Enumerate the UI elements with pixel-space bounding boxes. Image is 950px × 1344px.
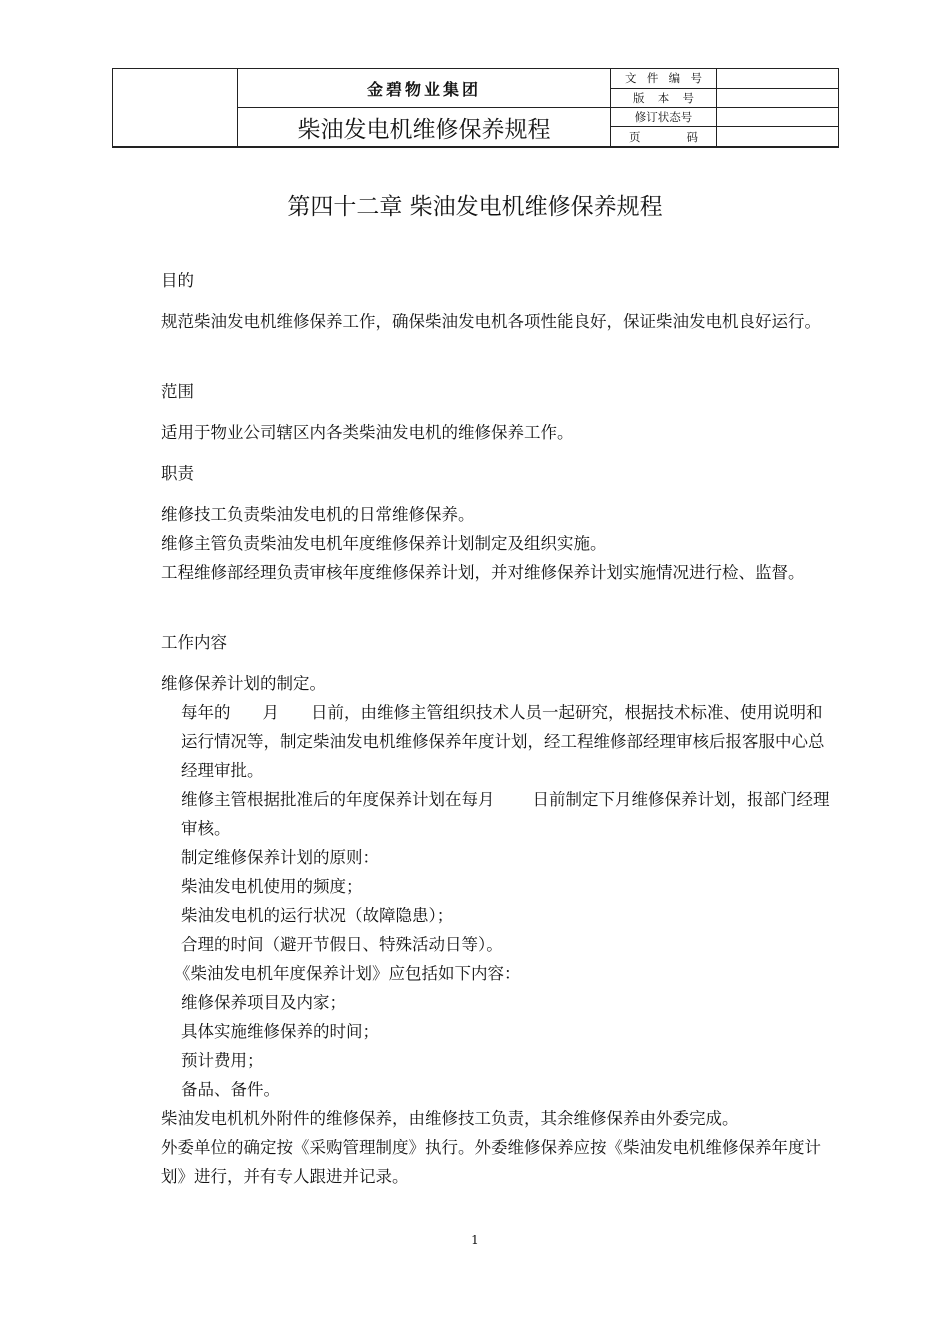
principle-heading: 制定维修保养计划的原则： xyxy=(181,848,379,867)
duty-item-1: 维修技工负责柴油发电机的日常维修保养。 xyxy=(161,505,475,524)
scope-text: 适用于物业公司辖区内各类柴油发电机的维修保养工作。 xyxy=(161,423,574,442)
plan-item-2-part-b: 日前制定下月维修保养计划，报部门经理审核。 xyxy=(181,790,830,838)
work-heading: 工作内容 xyxy=(161,633,227,652)
field-label-file-number: 文 件 编 号 xyxy=(611,69,717,89)
chapter-title: 第四十二章 柴油发电机维修保养规程 xyxy=(287,194,663,220)
purpose-text: 规范柴油发电机维修保养工作，确保柴油发电机各项性能良好，保证柴油发电机良好运行。 xyxy=(161,312,821,331)
purpose-heading: 目的 xyxy=(161,271,194,290)
plan-item-1-part-b: 月 xyxy=(262,703,279,722)
plan-item-1-part-c: 日前，由维修主管组织技术人员一起研究，根据技术标准、使用说明和运行情况等，制定柴油发电机维修保养年度计划，经工程维修部经理审核后报客服中心总经理审批。 xyxy=(181,703,825,780)
principle-item-1: 柴油发电机使用的频度； xyxy=(181,877,363,896)
duty-item-3: 工程维修部经理负责审核年度维修保养计划，并对维修保养计划实施情况进行检、监督。 xyxy=(161,563,805,582)
field-value-page xyxy=(717,127,839,147)
content-item-2: 具体实施维修保养的时间； xyxy=(181,1022,379,1041)
header-blank-cell xyxy=(113,69,238,148)
plan-heading: 维修保养计划的制定。 xyxy=(161,674,326,693)
content-heading: 《柴油发电机年度保养计划》应包括如下内容： xyxy=(174,964,521,983)
page-number: 1 xyxy=(471,1233,479,1247)
plan-item-1-part-a: 每年的 xyxy=(181,703,231,722)
content-item-3: 预计费用； xyxy=(181,1051,264,1070)
principle-item-3: 合理的时间（避开节假日、特殊活动日等）。 xyxy=(181,935,503,954)
field-value-version xyxy=(717,88,839,108)
plan-item-2 xyxy=(181,785,831,843)
field-label-version: 版 本 号 xyxy=(611,88,717,108)
field-label-page: 页 码 xyxy=(611,127,717,147)
document-header-table xyxy=(112,68,838,146)
field-value-revision xyxy=(717,108,839,127)
content-item-4: 备品、备件。 xyxy=(181,1080,280,1099)
duty-heading: 职责 xyxy=(161,464,194,483)
plan-item-1 xyxy=(181,698,831,785)
content-item-1: 维修保养项目及内家； xyxy=(181,993,346,1012)
field-label-revision: 修订状态号 xyxy=(611,108,717,127)
header-doc-title: 柴油发电机维修保养规程 xyxy=(238,108,611,148)
external-text-1: 柴油发电机机外附件的维修保养，由维修技工负责，其余维修保养由外委完成。 xyxy=(161,1109,739,1128)
principle-item-2: 柴油发电机的运行状况（故障隐患）； xyxy=(181,906,454,925)
duty-item-2: 维修主管负责柴油发电机年度维修保养计划制定及组织实施。 xyxy=(161,534,607,553)
field-value-file-number xyxy=(717,69,839,89)
scope-heading: 范围 xyxy=(161,382,194,401)
company-name: 金碧物业集团 xyxy=(238,69,611,108)
external-text-2: 外委单位的确定按《采购管理制度》执行。外委维修保养应按《柴油发电机维修保养年度计划》进行，并有专人跟进并记录。 xyxy=(161,1138,821,1186)
plan-item-2-part-a: 维修主管根据批准后的年度保养计划在每月 xyxy=(181,790,495,809)
